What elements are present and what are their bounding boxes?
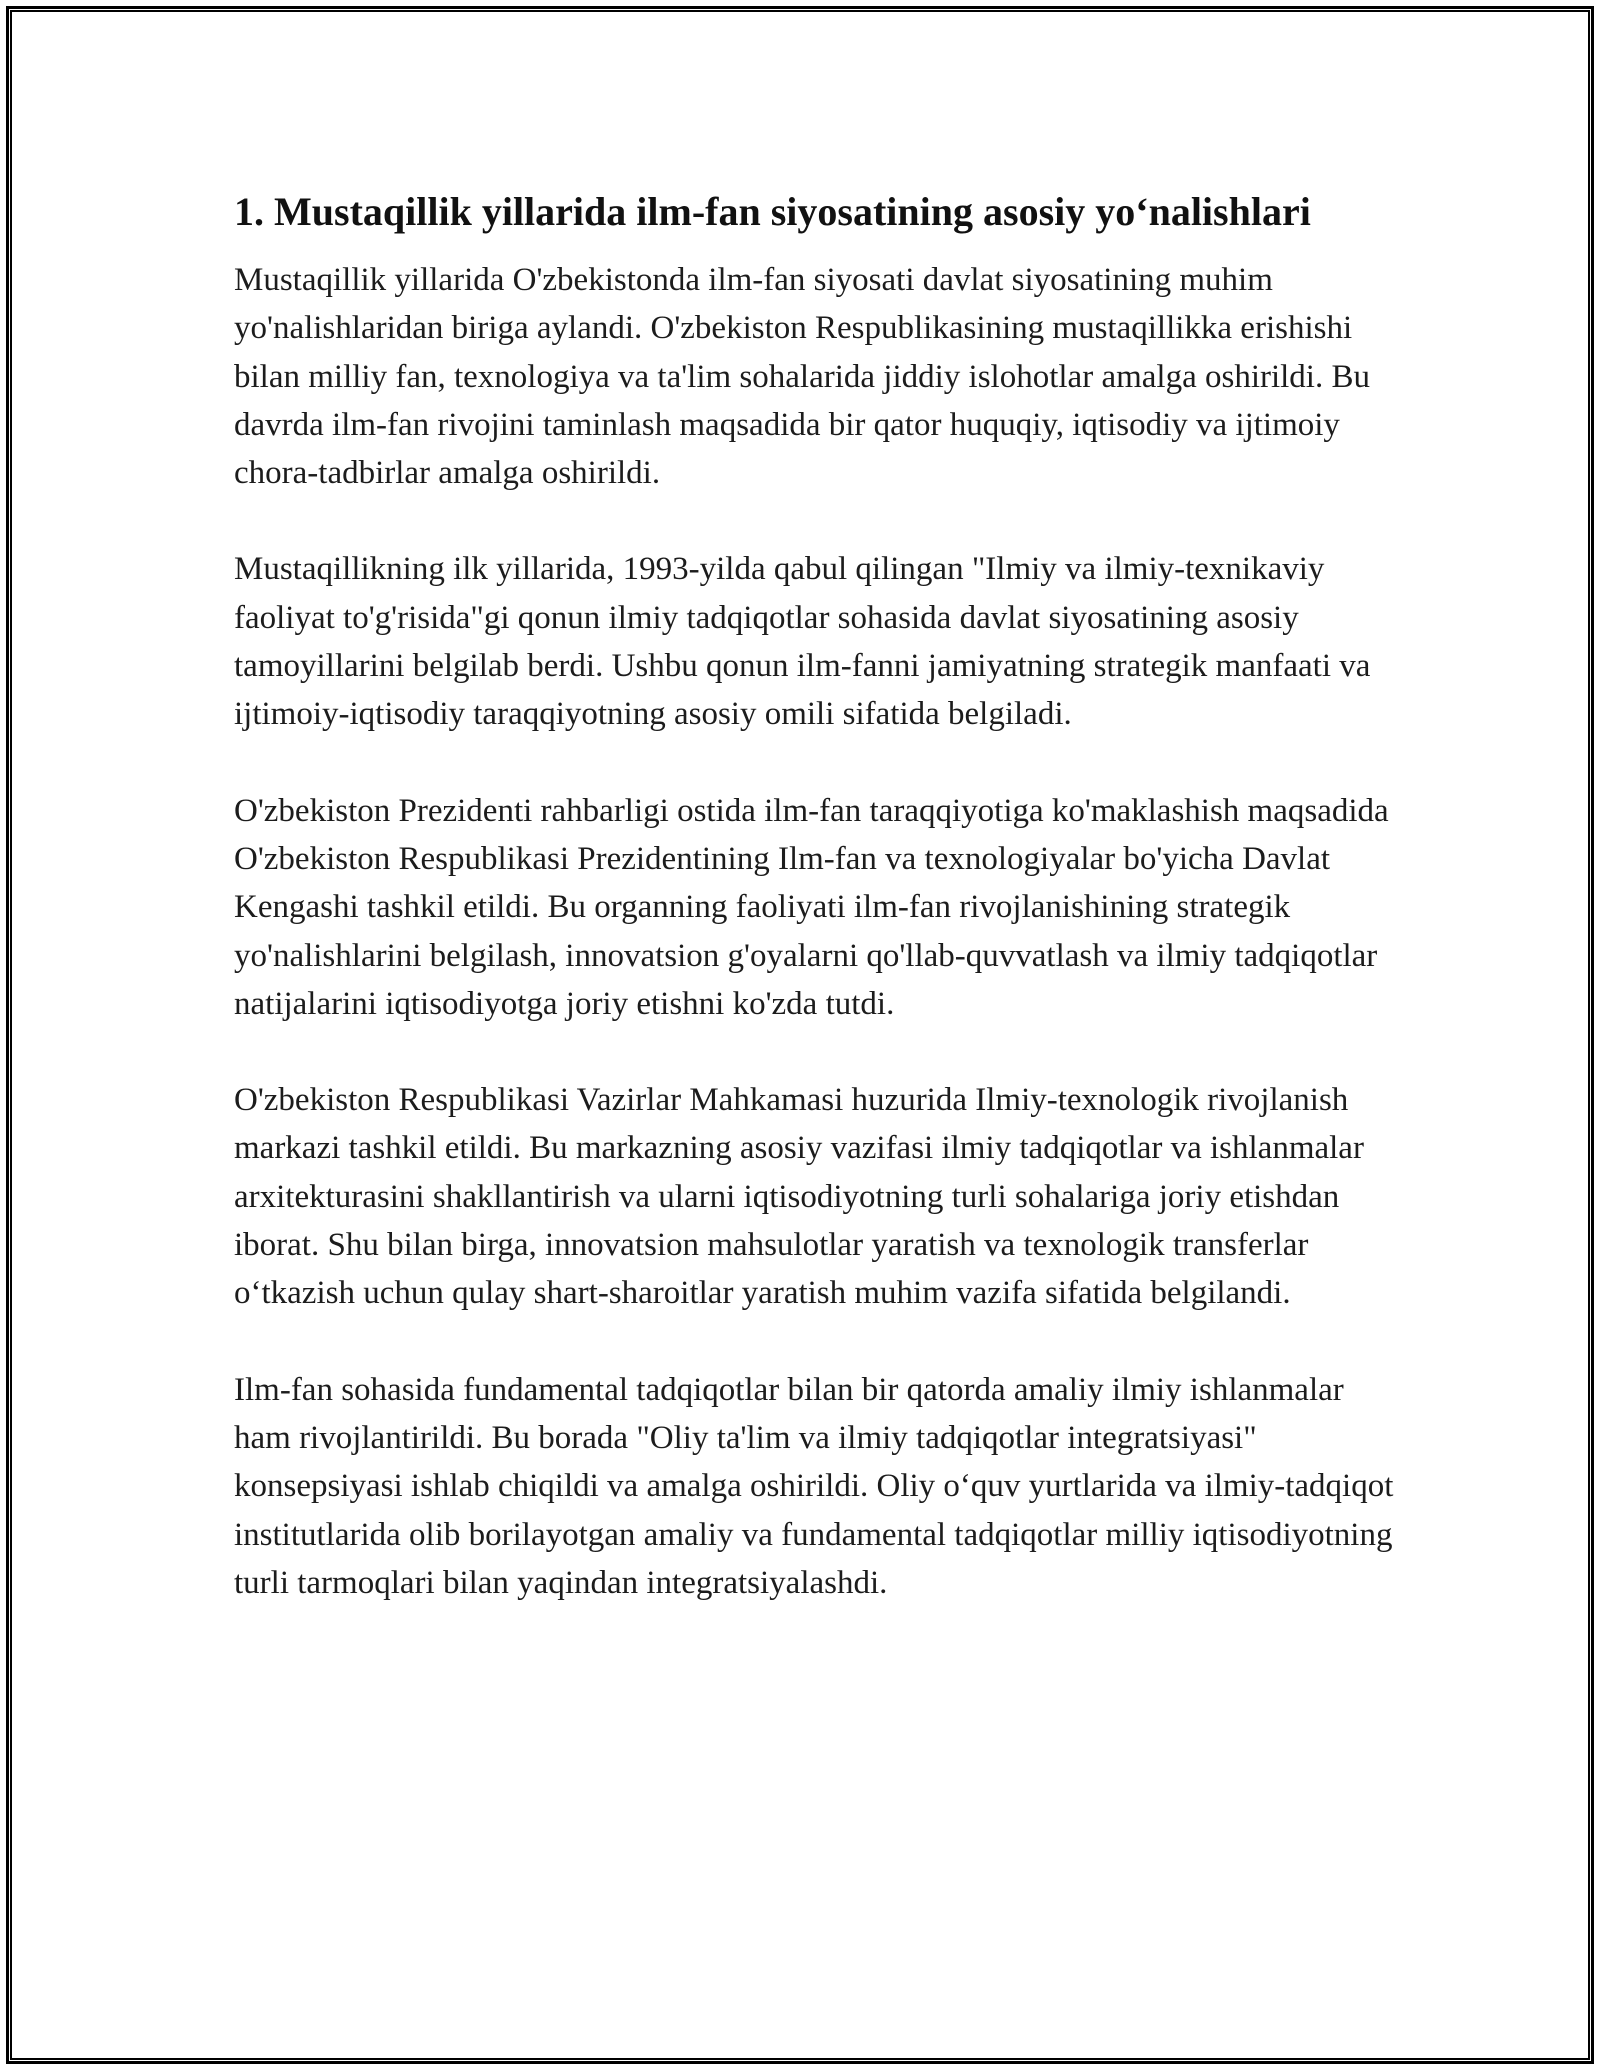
paragraph-5: Ilm-fan sohasida fundamental tadqiqotlar bilan bir qatorda amaliy ilmiy ishlanmalar ham rivojlantirildi. Bu borada "Oliy ta'lim va ilmiy tadqiqotlar integratsiyasi" konsepsiyasi ishlab chiqildi va amalga oshirildi. Oliy o‘quv yurtlarida va ilmiy-tadqiqot institutlarida olib borilayotgan amaliy va fundamental tadqiqotlar milliy iqtisodiyotning turli tarmoqlari bilan yaqindan integratsiyalashdi. — [234, 1371, 1394, 1601]
paragraph-2: Mustaqillikning ilk yillarida, 1993-yilda qabul qilingan "Ilmiy va ilmiy-texnikaviy faoliyat to'g'risida"gi qonun ilmiy tadqiqotlar sohasida davlat siyosatining asosiy tamoyillarini belgilab berdi. Ushbu qonun ilm-fanni jamiyatning strategik manfaati va ijtimoiy-iqtisodiy taraqqiyotning asosiy omili sifatida belgiladi. — [234, 551, 1371, 733]
paragraph-1: Mustaqillik yillarida O'zbekistonda ilm-fan siyosati davlat siyosatining muhim yo'nalishlaridan biriga aylandi. O'zbekiston Respublikasining mustaqillikka erishishi bilan milliy fan, texnologiya va ta'lim sohalarida jiddiy islohotlar amalga oshirildi. Bu davrda ilm-fan rivojini taminlash maqsadida bir qator huquqiy, iqtisodiy va ijtimoiy chora-tadbirlar amalga oshirildi. — [234, 262, 1370, 492]
paragraph-4: O'zbekiston Respublikasi Vazirlar Mahkamasi huzurida Ilmiy-texnologik rivojlanish markazi tashkil etildi. Bu markazning asosiy vazifasi ilmiy tadqiqotlar va ishlanmalar arxitekturasini shakllantirish va ularni iqtisodiyotning turli sohalariga joriy etishdan iborat. Shu bilan birga, innovatsion mahsulotlar yaratish va texnologik transferlar o‘tkazish uchun qulay shart-sharoitlar yaratish muhim vazifa sifatida belgilandi. — [234, 1082, 1364, 1312]
section-heading: 1. Mustaqillik yillarida ilm-fan siyosatining asosiy yo‘nalishlari — [234, 189, 1311, 234]
paragraph-3: O'zbekiston Prezidenti rahbarligi ostida ilm-fan taraqqiyotiga ko'maklashish maqsadida O'zbekiston Respublikasi Prezidentining Ilm-fan va texnologiyalar bo'yicha Davlat Kengashi tashkil etildi. Bu organning faoliyati ilm-fan rivojlanishining strategik yo'nalishlarini belgilash, innovatsion g'oyalarni qo'llab-quvvatlash va ilmiy tadqiqotlar natijalarini iqtisodiyotga joriy etishni ko'zda tutdi. — [234, 792, 1389, 1022]
document-body — [234, 186, 1394, 1655]
